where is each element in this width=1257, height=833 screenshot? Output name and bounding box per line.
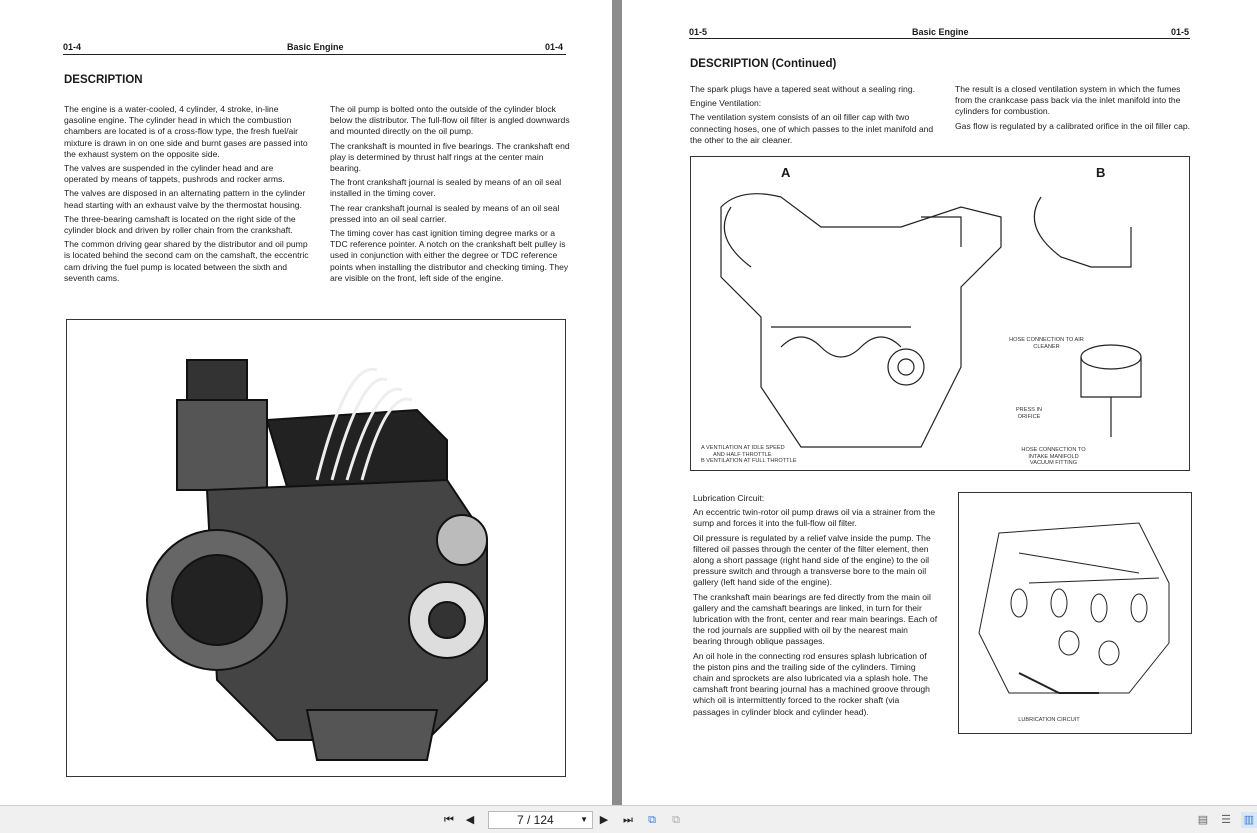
paragraph: The valves are suspended in the cylinder head and are operated by means of tappets, pushrods and rocker arms. bbox=[64, 163, 285, 185]
figure-label-b: B bbox=[1096, 165, 1106, 180]
paragraph: The valves are disposed in an alternating pattern in the cylinder head starting with an exhaust valve by the thermostat housing. bbox=[64, 188, 306, 210]
paragraph: The oil pump is bolted onto the outside of the cylinder block below the distributor. The full-flow oil filter is angled downwards and mounted directly on the oil pump. bbox=[330, 104, 570, 137]
first-page-button[interactable]: ⏮ bbox=[444, 814, 454, 826]
paragraph: Lubrication Circuit: bbox=[693, 493, 765, 503]
header-rule bbox=[63, 54, 566, 55]
page-header-title: Basic Engine bbox=[912, 27, 969, 37]
paragraph: The timing cover has cast ignition timing degree marks or a TDC reference pointer. A notch on the crankshaft belt pulley is used in conjunction with either the degree or TDC reference points when installing the distributor and checking timing. They are visible on the front, left side of the engine. bbox=[330, 228, 569, 283]
text-column-1 bbox=[690, 84, 935, 144]
go-back-view-icon[interactable]: ⧉ bbox=[648, 814, 656, 826]
ventilation-figure bbox=[690, 156, 1190, 471]
single-page-view-icon[interactable]: ▤ bbox=[1197, 814, 1209, 826]
right-page bbox=[622, 0, 1257, 805]
paragraph: The ventilation system consists of an oil filler cap with two connecting hoses, one of which passes to the inlet manifold and the other to the air cleaner. bbox=[690, 112, 934, 144]
paragraph: The common driving gear shared by the distributor and oil pump is located behind the second cam on the camshaft, the eccentric cam driving the fuel pump is located between the sixth and seventh cams. bbox=[64, 239, 309, 283]
paragraph: The crankshaft is mounted in five bearings. The crankshaft end play is determined by thrust half rings at the center main bearing. bbox=[330, 140, 570, 174]
engine-drawing bbox=[67, 320, 565, 776]
page-number: 01-5 bbox=[689, 27, 708, 37]
paragraph: The engine is a water-cooled, 4 cylinder, 4 stroke, in-line gasoline engine. The cylinder head in which the combustion chambers are located is of a cross-flow type, the fresh fuel/air mixture is drawn in on one side and burnt gases are passed into the exhaust system on the opposite side. bbox=[64, 104, 308, 159]
callout-air-cleaner: HOSE CONNECTION TO AIR CLEANER bbox=[1009, 337, 1084, 350]
next-page-button[interactable]: ▶ bbox=[599, 814, 609, 826]
lubrication-drawing bbox=[959, 493, 1191, 733]
page-number: 01-4 bbox=[545, 42, 564, 52]
continuous-view-icon[interactable]: ☰ bbox=[1221, 814, 1231, 826]
section-heading: DESCRIPTION (Continued) bbox=[690, 58, 837, 70]
paragraph: Engine Ventilation: bbox=[690, 98, 762, 109]
legend-b: B VENTILATION AT FULL THROTTLE bbox=[701, 458, 797, 464]
paragraph: The spark plugs have a tapered seat without a sealing ring. bbox=[690, 84, 916, 94]
paragraph: Gas flow is regulated by a calibrated orifice in the oil filler cap. bbox=[955, 120, 1191, 131]
paragraph: The result is a closed ventilation system in which the fumes from the crankcase pass back via the inlet manifold into the cylinders for combustion. bbox=[955, 84, 1181, 117]
text-column-2 bbox=[330, 104, 570, 287]
page-header-title: Basic Engine bbox=[287, 42, 344, 52]
callout-intake-manifold: HOSE CONNECTION TO INTAKE MANIFOLD VACUUM FITTING bbox=[1021, 447, 1086, 466]
engine-illustration bbox=[66, 319, 566, 777]
previous-page-button[interactable]: ◀ bbox=[465, 814, 475, 826]
paragraph: Oil pressure is regulated by a relief valve inside the pump. The filtered oil passes through the center of the filter element, then along a short passage (right hand side of the engine) to the oil pressure switch and through a transverse bore to the main oil gallery (left hand side of the engine). bbox=[693, 532, 931, 588]
paragraph: The rear crankshaft journal is sealed by means of an oil seal pressed into an oil seal carrier. bbox=[330, 202, 560, 224]
page-number: 01-4 bbox=[63, 42, 82, 52]
paragraph: An oil hole in the connecting rod ensures splash lubrication of the piston pins and the trailing side of the cylinders. Timing chain and sprockets are also lubricated via a splash hole. The camshaft front bearing journal has a machined groove through which oil is intermittently forced to the rocker shaft (via passages in cylinder block and cylinder head). bbox=[693, 650, 930, 717]
go-forward-view-icon[interactable]: ⧉ bbox=[672, 814, 680, 826]
legend-a-cont: AND HALF THROTTLE bbox=[713, 451, 772, 458]
paragraph: An eccentric twin-rotor oil pump draws oil via a strainer from the sump and forces it into the full-flow oil filter. bbox=[693, 507, 936, 529]
last-page-button[interactable]: ⏭ bbox=[623, 814, 633, 826]
paragraph: The crankshaft main bearings are fed directly from the main oil gallery and the camshaft bearings are linked, in turn for their lubrication with the front, center and rear main bearings. Each of the rod journals are supplied with oil by the nearest main bearing through oblique passages. bbox=[693, 591, 938, 647]
lubrication-text bbox=[693, 493, 938, 721]
lubrication-figure bbox=[958, 492, 1192, 734]
page-number-display: 7 / 124 bbox=[517, 813, 554, 827]
paragraph: The front crankshaft journal is sealed by means of an oil seal installed in the timing cover. bbox=[330, 177, 562, 199]
page-number: 01-5 bbox=[1171, 27, 1190, 37]
text-column-1 bbox=[64, 104, 309, 287]
ventilation-drawing bbox=[691, 157, 1189, 470]
callout-orifice: PRESS IN ORIFICE bbox=[1015, 407, 1043, 420]
section-heading: DESCRIPTION bbox=[64, 74, 143, 86]
page-number-input[interactable] bbox=[488, 811, 593, 829]
paragraph: The three-bearing camshaft is located on the right side of the cylinder block and driven by roller chain from the crankshaft. bbox=[64, 213, 296, 236]
figure-label-a: A bbox=[781, 165, 791, 180]
two-page-view-icon[interactable]: ▥ bbox=[1241, 812, 1257, 828]
legend bbox=[701, 445, 796, 465]
chevron-down-icon[interactable]: ▼ bbox=[580, 815, 588, 824]
left-page bbox=[0, 0, 612, 805]
legend-a: A VENTILATION AT IDLE SPEED bbox=[701, 445, 785, 451]
text-column-2 bbox=[955, 84, 1195, 135]
header-rule bbox=[689, 38, 1190, 39]
pdf-toolbar bbox=[0, 805, 1257, 833]
figure-caption: LUBRICATION CIRCUIT bbox=[1018, 717, 1080, 723]
